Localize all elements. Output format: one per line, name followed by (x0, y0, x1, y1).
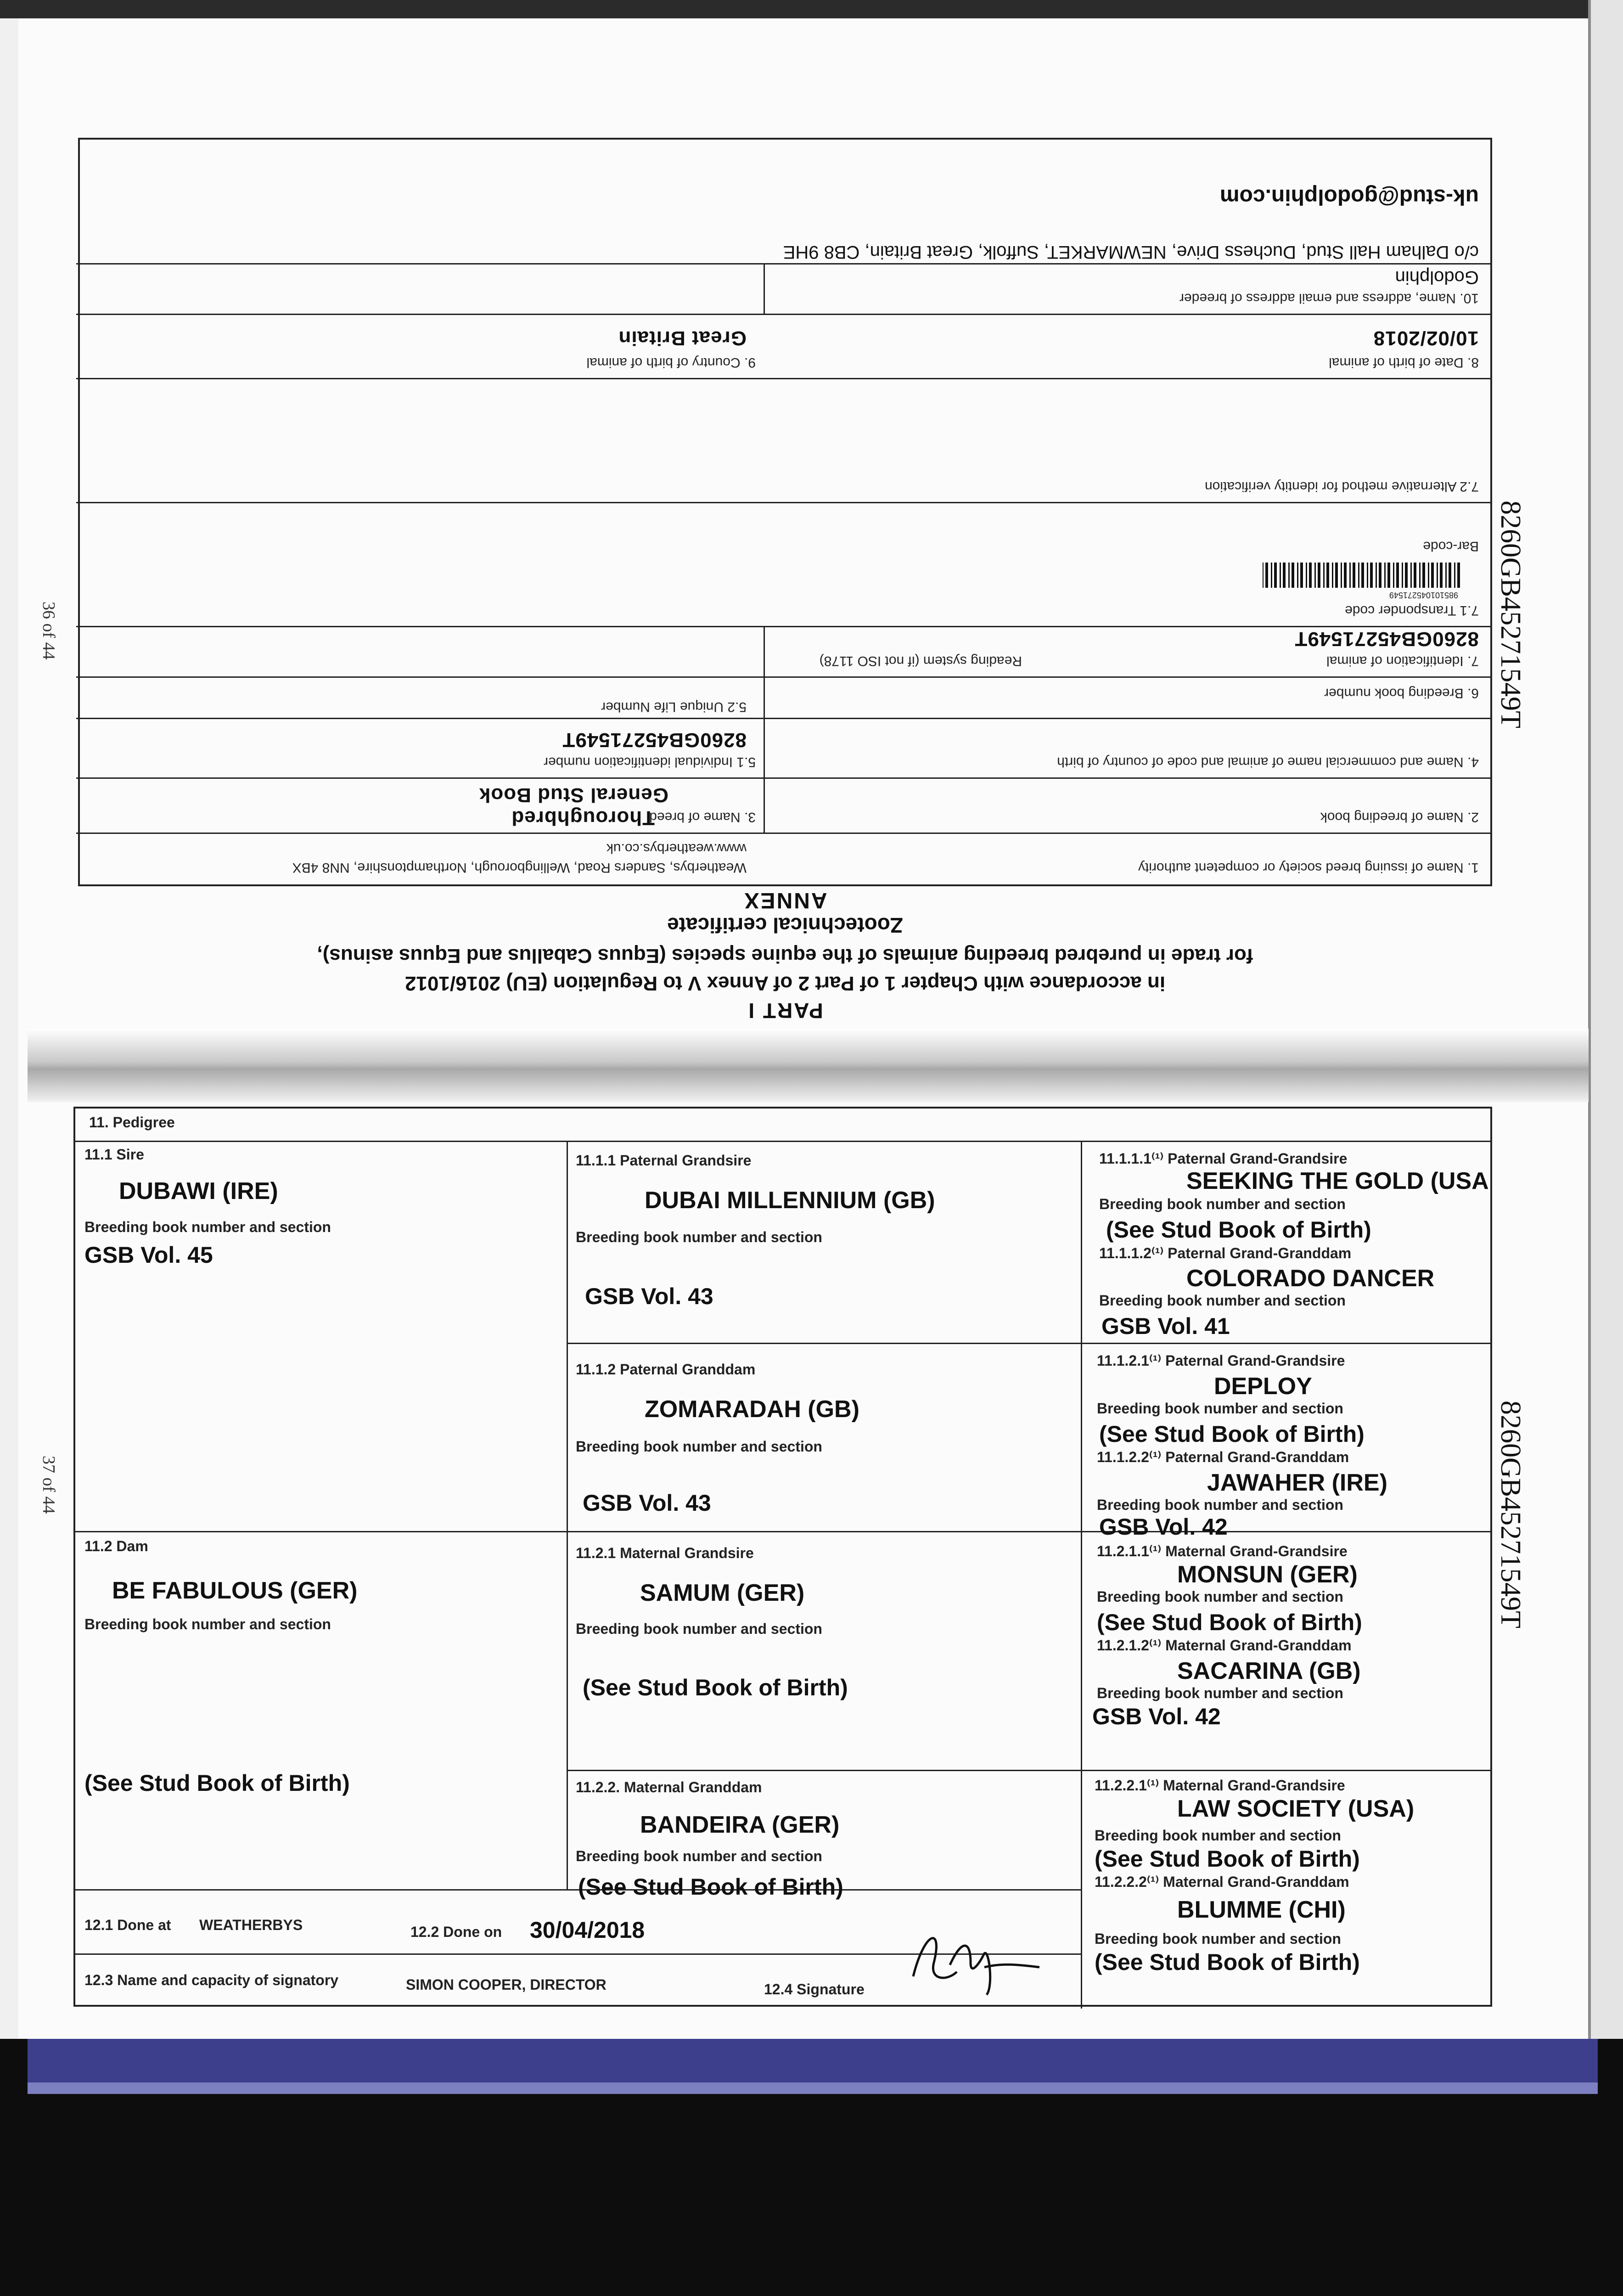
field6-label: 6. Breeding book number (1324, 686, 1479, 701)
scan-top-edge (0, 0, 1623, 18)
gp1-name: DUBAI MILLENNIUM (GB) (645, 1187, 935, 1214)
binding-light-strip (28, 2082, 1598, 2094)
sire-bb-label: Breeding book number and section (84, 1219, 331, 1235)
field52-label: 5.2 Unique Life Number (601, 699, 747, 715)
field52-value: 8260GB45271549T (562, 729, 747, 751)
field51-label: 5.1 Individual identification number (544, 754, 756, 770)
ggp1-book: (See Stud Book of Birth) (1106, 1217, 1371, 1243)
field1-value-address: Weatherbys, Sanders Road, Wellingborough, Northamptonshire, NN8 4BX (292, 860, 747, 875)
scan-left-edge (0, 0, 18, 2296)
gp4-code: 11.2.2. Maternal Granddam (576, 1779, 762, 1795)
ggp4-bb-label: Breeding book number and section (1097, 1497, 1343, 1513)
ggp8-code: 11.2.2.2⁽¹⁾ Maternal Grand-Granddam (1095, 1874, 1349, 1890)
ggp6-book: GSB Vol. 42 (1092, 1704, 1221, 1729)
barcode-label: Bar-code (1423, 539, 1479, 554)
scan-right-edge (1588, 0, 1623, 2296)
gp4-name: BANDEIRA (GER) (640, 1812, 840, 1838)
field3-value: Thoroughbred (511, 807, 655, 829)
field71-label: 7.1 Transponder code (1345, 603, 1479, 618)
side-id-bottom: 8260GB45271549T (1495, 1401, 1526, 1628)
ggp6-bb-label: Breeding book number and section (1097, 1685, 1343, 1701)
gp3-name: SAMUM (GER) (640, 1580, 805, 1606)
field7-value: 8260GB45271549T (1294, 628, 1479, 650)
annex-header-rotated (78, 888, 1492, 1029)
ggp1-bb-label: Breeding book number and section (1099, 1196, 1346, 1212)
ggp2-code: 11.1.1.2⁽¹⁾ Paternal Grand-Granddam (1099, 1245, 1352, 1261)
ggp2-name: COLORADO DANCER (1186, 1265, 1435, 1292)
field10-label: 10. Name, address and email address of breeder (1179, 291, 1479, 306)
part1-table (78, 138, 1492, 886)
gp2-name: ZOMARADAH (GB) (645, 1396, 859, 1423)
field72-label: 7.2 Alternative method for identity verification (1205, 479, 1479, 494)
part-heading: PART I (747, 999, 823, 1023)
ggp2-book: GSB Vol. 41 (1101, 1313, 1230, 1339)
gp1-code: 11.1.1 Paternal Grandsire (576, 1152, 752, 1169)
field1-label: 1. Name of issuing breed society or competent authority (1138, 860, 1479, 875)
ggp2-bb-label: Breeding book number and section (1099, 1292, 1346, 1309)
ggp5-bb-label: Breeding book number and section (1097, 1588, 1343, 1605)
annex-subtitle: Zootechnical certificate (667, 913, 903, 937)
ggp3-code: 11.1.2.1⁽¹⁾ Paternal Grand-Grandsire (1097, 1352, 1345, 1369)
field7-label: 7. Identification of animal (1326, 653, 1479, 669)
ggp7-code: 11.2.2.1⁽¹⁾ Maternal Grand-Grandsire (1095, 1777, 1345, 1794)
field1-value-url: www.weatherbys.co.uk (606, 841, 747, 856)
gp1-book: GSB Vol. 43 (585, 1283, 713, 1309)
sire-code: 11.1 Sire (84, 1146, 144, 1163)
signatory-value: SIMON COOPER, DIRECTOR (406, 1976, 607, 1993)
ggp8-name: BLUMME (CHI) (1177, 1896, 1346, 1923)
ggp8-book: (See Stud Book of Birth) (1095, 1949, 1360, 1975)
sire-book: GSB Vol. 45 (84, 1242, 213, 1268)
ggp4-code: 11.1.2.2⁽¹⁾ Paternal Grand-Granddam (1097, 1449, 1349, 1465)
breeder-address: c/o Dalham Hall Stud, Duchess Drive, NEWMARKET, Suffolk, Great Britain, CB8 9HE (783, 242, 1479, 262)
ggp8-bb-label: Breeding book number and section (1095, 1930, 1341, 1947)
ggp6-code: 11.2.1.2⁽¹⁾ Maternal Grand-Granddam (1097, 1637, 1352, 1654)
dam-name: BE FABULOUS (GER) (112, 1577, 358, 1604)
ggp1-name: SEEKING THE GOLD (USA (1186, 1168, 1489, 1194)
breeder-name: Godolphin (1395, 267, 1479, 287)
pedigree-heading: 11. Pedigree (89, 1114, 175, 1131)
barcode-graphic (1263, 563, 1460, 588)
side-id-top: 8260GB45271549T (1495, 501, 1526, 728)
ggp4-name: JAWAHER (IRE) (1207, 1469, 1387, 1496)
signature-label: 12.4 Signature (764, 1981, 865, 1998)
gp1-bb-label: Breeding book number and section (576, 1229, 822, 1245)
dam-code: 11.2 Dam (84, 1538, 148, 1554)
ggp7-bb-label: Breeding book number and section (1095, 1827, 1341, 1844)
done-on-label: 12.2 Done on (410, 1924, 502, 1940)
gp4-book: (See Stud Book of Birth) (578, 1874, 843, 1900)
ggp7-name: LAW SOCIETY (USA) (1177, 1795, 1415, 1822)
field2-label: 2. Name of breeding book (1320, 810, 1479, 825)
gp2-code: 11.1.2 Paternal Granddam (576, 1361, 756, 1378)
annex-line1: for trade in purebred breeding animals of the equine species (Equus Caballus and Equus asinus), (317, 945, 1253, 967)
signatory-label: 12.3 Name and capacity of signatory (84, 1972, 339, 1988)
ggp5-book: (See Stud Book of Birth) (1097, 1609, 1362, 1635)
part1-form-rotated (78, 138, 1492, 886)
annex-title: ANNEX (743, 888, 827, 912)
gp3-bb-label: Breeding book number and section (576, 1621, 822, 1637)
ggp6-name: SACARINA (GB) (1177, 1658, 1361, 1684)
binding-blue-strip (28, 2039, 1598, 2082)
signature-graphic (906, 1921, 1044, 1999)
gp3-book: (See Stud Book of Birth) (583, 1675, 848, 1700)
annex-line2: in accordance with Chapter 1 of Part 2 of Annex V to Regulation (EU) 2016/1012 (404, 972, 1166, 995)
page-number-bottom: 37 of 44 (39, 1456, 58, 1514)
gp4-bb-label: Breeding book number and section (576, 1848, 822, 1864)
ggp1-code: 11.1.1.1⁽¹⁾ Paternal Grand-Grandsire (1099, 1150, 1348, 1167)
gp2-book: GSB Vol. 43 (583, 1490, 711, 1516)
ggp3-name: DEPLOY (1214, 1373, 1312, 1400)
field8-value: 10/02/2018 (1373, 327, 1479, 349)
ggp3-bb-label: Breeding book number and section (1097, 1400, 1343, 1417)
dam-book: (See Stud Book of Birth) (84, 1770, 350, 1796)
done-at-label: 12.1 Done at (84, 1917, 171, 1933)
field9-value: Great Britain (618, 327, 747, 349)
gp3-code: 11.2.1 Maternal Grandsire (576, 1545, 754, 1561)
page-number-top: 36 of 44 (39, 602, 58, 660)
done-at-value: WEATHERBYS (199, 1917, 303, 1933)
ggp7-book: (See Stud Book of Birth) (1095, 1846, 1360, 1872)
field9-label: 9. Country of birth of animal (586, 355, 756, 370)
field4-label: 4. Name and commercial name of animal and code of country of birth (1057, 754, 1479, 770)
field8-label: 8. Date of birth of animal (1329, 355, 1479, 370)
field2-value: General Stud Book (478, 784, 668, 806)
field3-label: 3. Name of breed (649, 810, 756, 825)
pedigree-table (73, 1107, 1492, 2007)
ggp4-book: GSB Vol. 42 (1099, 1514, 1228, 1540)
ggp5-name: MONSUN (GER) (1177, 1561, 1358, 1588)
breeder-email: uk-stud@godolphin.com (1219, 185, 1479, 209)
gp2-bb-label: Breeding book number and section (576, 1438, 822, 1455)
done-on-value: 30/04/2018 (530, 1917, 645, 1943)
ggp3-book: (See Stud Book of Birth) (1099, 1421, 1365, 1447)
ggp5-code: 11.2.1.1⁽¹⁾ Maternal Grand-Grandsire (1097, 1543, 1348, 1559)
barcode-number: 985101045271549 (1389, 591, 1458, 600)
book-spine-shadow (28, 1029, 1589, 1102)
field7-reading-system: Reading system (if not ISO 1178) (819, 653, 1022, 669)
sire-name: DUBAWI (IRE) (119, 1178, 278, 1204)
dam-bb-label: Breeding book number and section (84, 1616, 331, 1632)
